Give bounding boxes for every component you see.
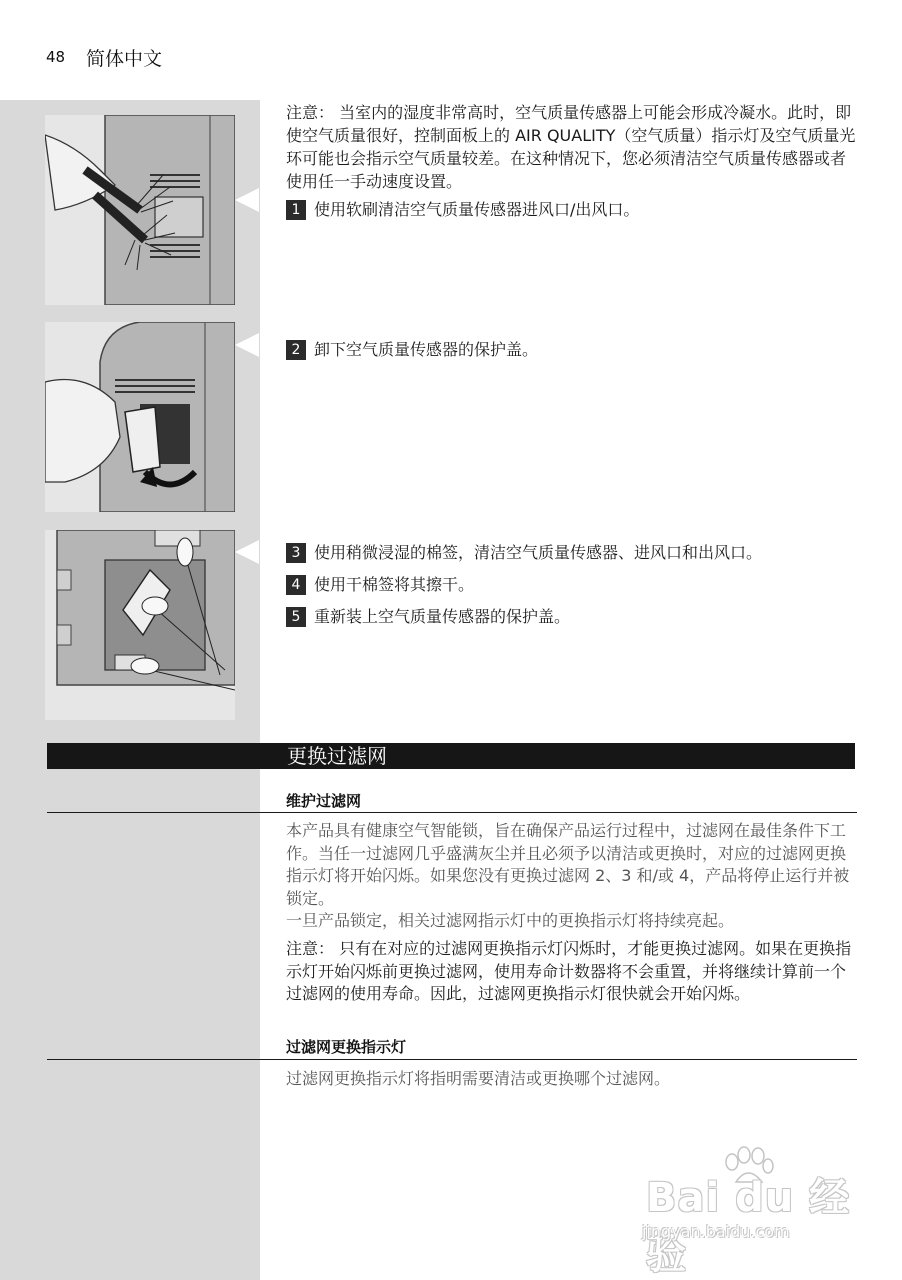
step-5 — [286, 606, 858, 628]
step-2 — [286, 339, 858, 361]
step-text: 卸下空气质量传感器的保护盖。 — [314, 340, 539, 359]
page-number: 48 — [46, 48, 66, 66]
step-text: 重新装上空气质量传感器的保护盖。 — [314, 607, 571, 626]
indicator-heading: 过滤网更换指示灯 — [286, 1038, 407, 1056]
illustration-pointer — [235, 333, 259, 357]
remove-cover-drawing — [45, 322, 235, 512]
indicator-paragraph: 过滤网更换指示灯将指明需要清洁或更换哪个过滤网。 — [286, 1069, 671, 1088]
maintain-paragraph — [286, 820, 858, 933]
illustration-pointer — [235, 540, 259, 564]
cotton-swab-drawing — [45, 530, 235, 720]
baidu-watermark — [640, 1150, 860, 1278]
maintain-note: 注意： 只有在对应的过滤网更换指示灯闪烁时，才能更换过滤网。如果在更换指示灯开始闪烁前更换过滤网，使用寿命计数器将不会重置，并将继续计算前一个过滤网的使用寿命。因此，过滤网更换指示灯很快就会开始闪烁。 — [286, 939, 852, 1003]
language-label: 简体中文 — [86, 48, 163, 70]
step-1 — [286, 199, 858, 221]
step-text: 使用稍微浸湿的棉签，清洁空气质量传感器、进风口和出风口。 — [314, 543, 763, 562]
maintain-filter-heading: 维护过滤网 — [286, 792, 362, 810]
divider-line — [47, 812, 857, 813]
step-number-badge: 2 — [286, 340, 306, 360]
step-text: 使用软刷清洁空气质量传感器进风口/出风口。 — [314, 200, 640, 219]
brush-cleaning-drawing — [45, 115, 235, 305]
step-number-badge: 5 — [286, 607, 306, 627]
step-4 — [286, 574, 858, 596]
section-header-bar — [47, 743, 855, 769]
step-number-badge: 3 — [286, 543, 306, 563]
step-text: 使用干棉签将其擦干。 — [314, 575, 475, 594]
illustration-cotton-swab — [45, 530, 235, 720]
sensor-note: 注意： 当室内的湿度非常高时，空气质量传感器上可能会形成冷凝水。此时，即使空气质量很好，控制面板上的 AIR QUALITY（空气质量）指示灯及空气质量光环可能也会指示空气质量较差。在这种情况下，您必须清洁空气质量传感器或者使用任一手动速度设置。 — [286, 103, 856, 191]
maintain-paragraph-1: 本产品具有健康空气智能锁，旨在确保产品运行过程中，过滤网在最佳条件下工作。当任一过滤网几乎盛满灰尘并且必须予以清洁或更换时，对应的过滤网更换指示灯将开始闪烁。如果您没有更换过滤网 2、3 和/或 4，产品将停止运行并被锁定。 — [286, 821, 850, 908]
step-3 — [286, 542, 858, 564]
step-number-badge: 4 — [286, 575, 306, 595]
illustration-remove-cover — [45, 322, 235, 512]
maintain-paragraph-2: 一旦产品锁定，相关过滤网指示灯中的更换指示灯将持续亮起。 — [286, 911, 735, 930]
illustration-brush-cleaning — [45, 115, 235, 305]
divider-line — [47, 1059, 857, 1060]
watermark-url: jingyan.baidu.com — [642, 1222, 790, 1241]
step-number-badge: 1 — [286, 200, 306, 220]
watermark-logo-text: Bai du 经验 — [646, 1175, 851, 1278]
section-title: 更换过滤网 — [287, 744, 387, 768]
illustration-pointer — [235, 188, 259, 212]
